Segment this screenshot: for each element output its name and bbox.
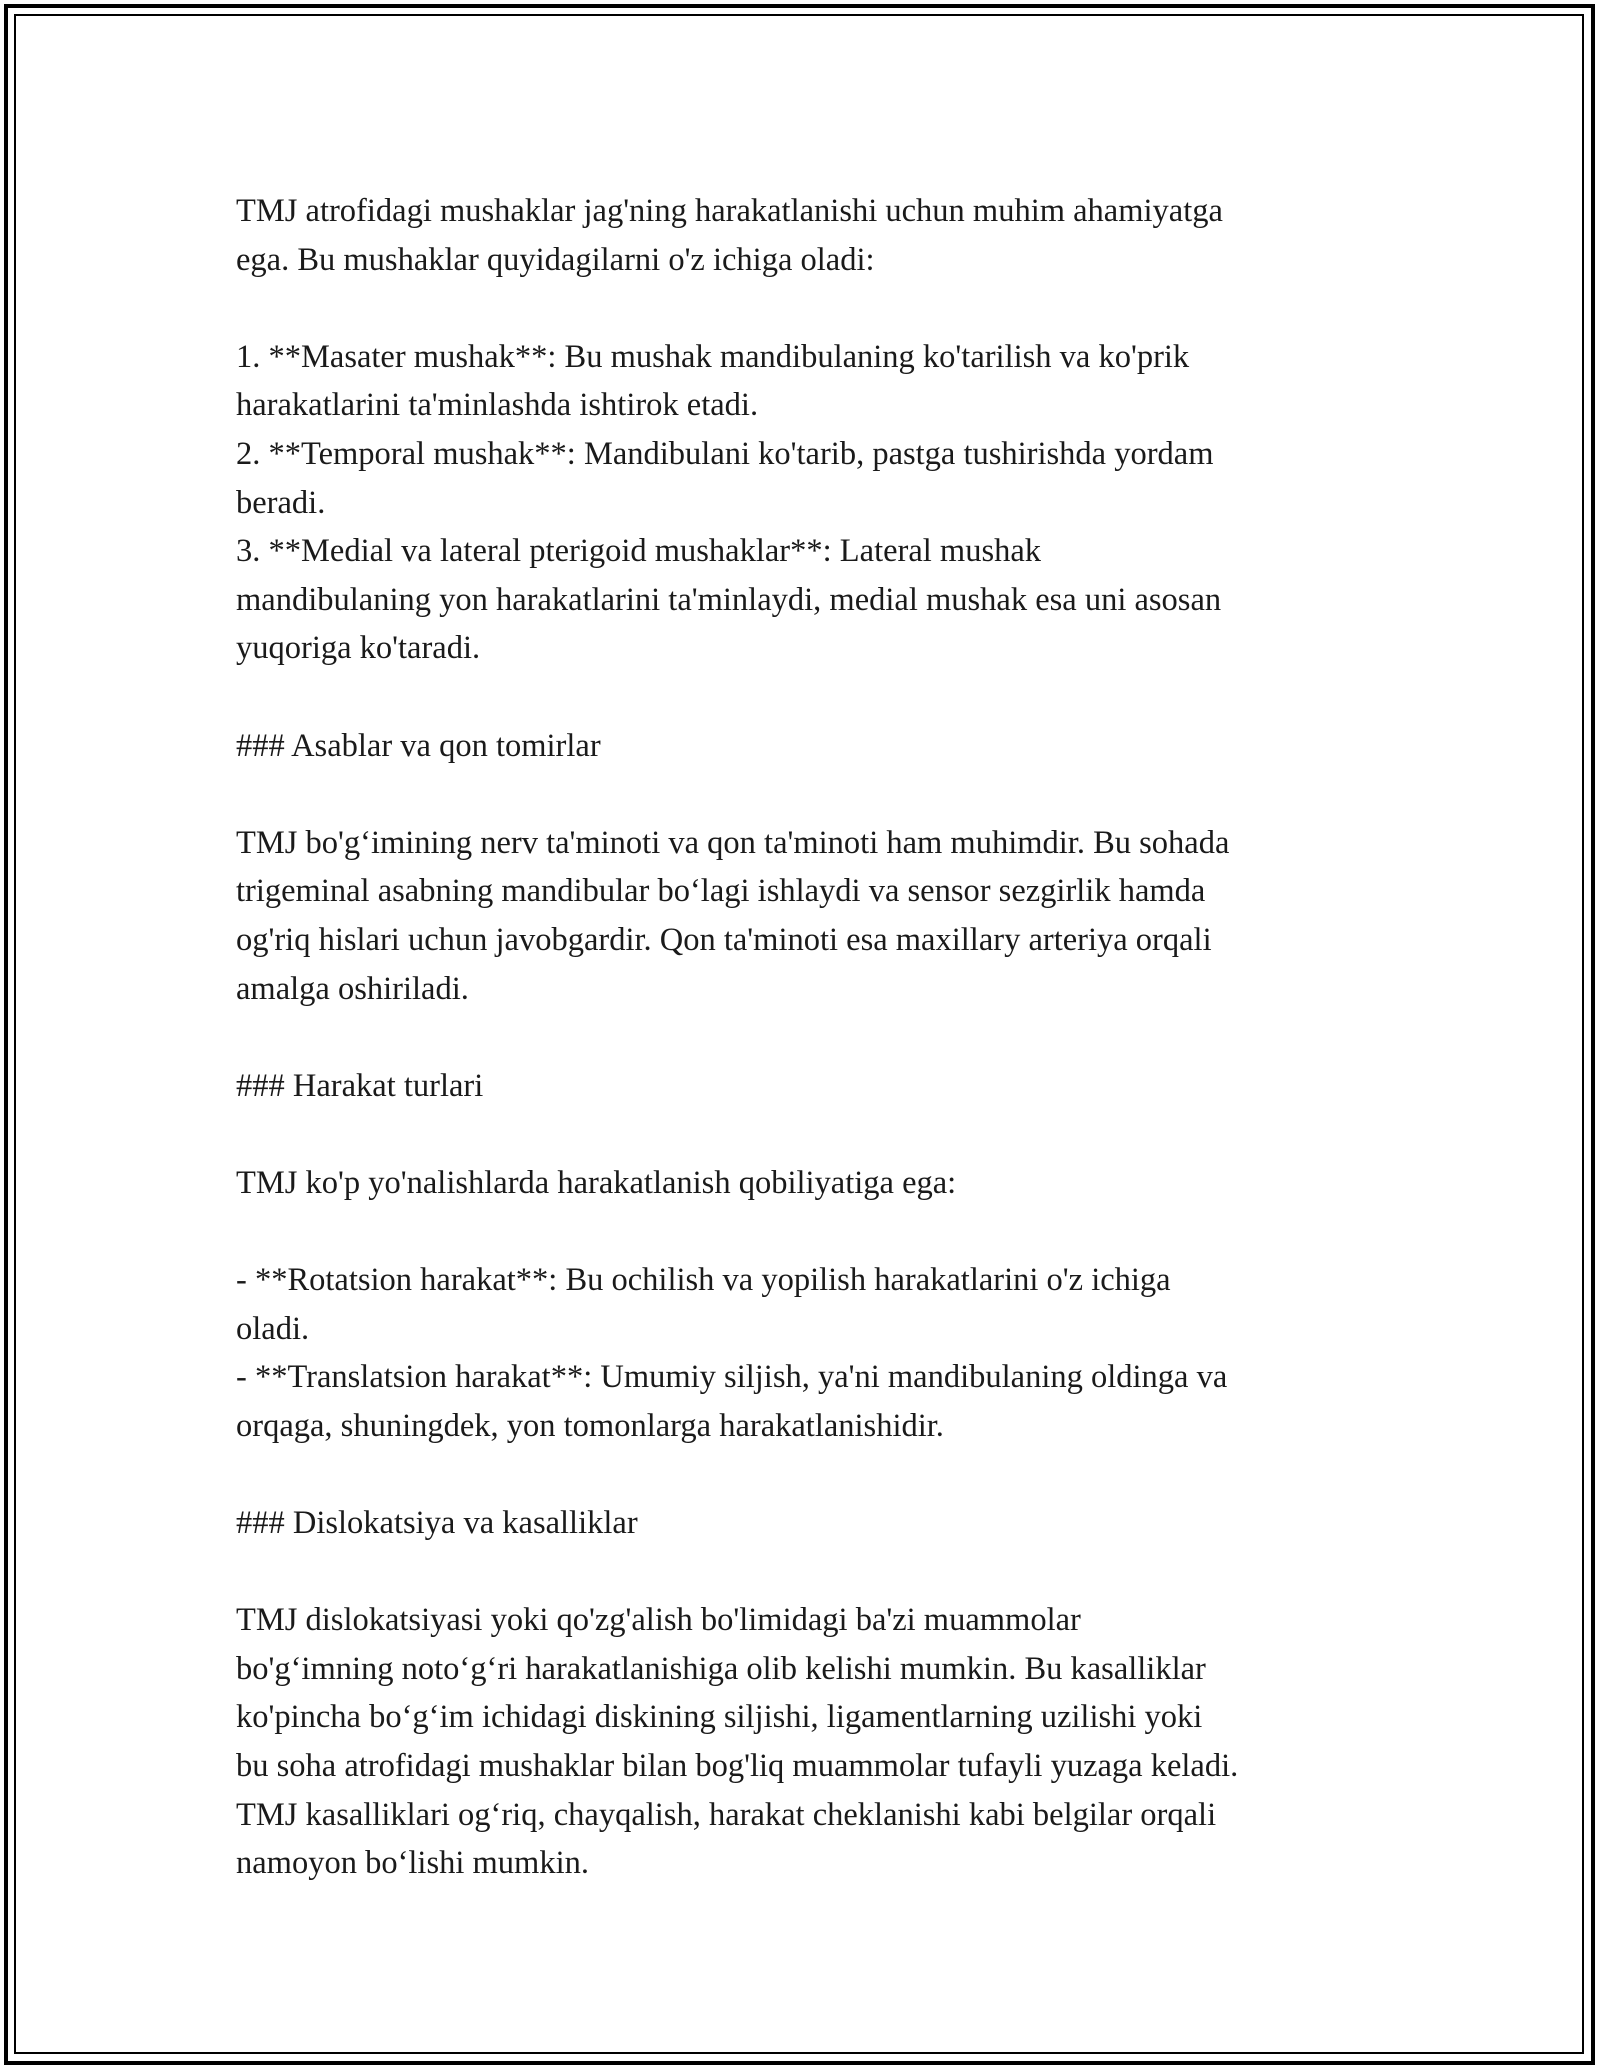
- dislocation-paragraph-line: bu soha atrofidagi mushaklar bilan bog'liq muammolar tufayli yuzaga keladi.: [236, 1748, 1239, 1784]
- muscle-list-line: 3. **Medial va lateral pterigoid mushaklar**: Lateral mushak: [236, 533, 1042, 570]
- section-heading-dislocation: ### Dislokatsiya va kasalliklar: [236, 1505, 638, 1542]
- muscle-list-line: yuqoriga ko'taradi.: [236, 630, 481, 667]
- paragraph-gap: [236, 1110, 1366, 1159]
- document-body: [236, 187, 1366, 1888]
- movements-list-line: orqaga, shuningdek, yon tomonlarga harakatlanishidir.: [236, 1407, 944, 1444]
- muscle-list-line: harakatlarini ta'minlashda ishtirok etadi.: [236, 387, 759, 424]
- movements-list-line: oladi.: [236, 1310, 310, 1347]
- nerves-paragraph-line: og'riq hislari uchun javobgardir. Qon ta'minoti esa maxillary arteriya orqali: [236, 921, 1212, 958]
- muscle-list-line: 2. **Temporal mushak**: Mandibulani ko'tarib, pastga tushirishda yordam: [236, 435, 1214, 472]
- dislocation-paragraph-line: bo'g‘imning noto‘g‘ri harakatlanishiga olib kelishi mumkin. Bu kasalliklar: [236, 1650, 1206, 1687]
- movements-list-line: - **Rotatsion harakat**: Bu ochilish va yopilish harakatlarini o'z ichiga: [236, 1262, 1171, 1299]
- muscle-list-line: mandibulaning yon harakatlarini ta'minlaydi, medial mushak esa uni asosan: [236, 581, 1222, 618]
- section-heading-movements: ### Harakat turlari: [236, 1067, 484, 1104]
- section-heading-nerves: ### Asablar va qon tomirlar: [236, 727, 601, 764]
- muscle-list-line: 1. **Masater mushak**: Bu mushak mandibulaning ko'tarilish va ko'prik: [236, 338, 1190, 375]
- paragraph-gap: [236, 284, 1366, 333]
- nerves-paragraph-line: trigeminal asabning mandibular bo‘lagi ishlaydi va sensor sezgirlik hamda: [236, 873, 1206, 910]
- movements-intro: TMJ ko'p yo'nalishlarda harakatlanish qobiliyatiga ega:: [236, 1164, 957, 1201]
- dislocation-paragraph-line: TMJ kasalliklari og‘riq, chayqalish, harakat cheklanishi kabi belgilar orqali: [236, 1796, 1217, 1833]
- dislocation-paragraph-line: namoyon bo‘lishi mumkin.: [236, 1845, 589, 1882]
- dislocation-paragraph-line: ko'pincha bo‘g‘im ichidagi diskining siljishi, ligamentlarning uzilishi yoki: [236, 1699, 1203, 1736]
- paragraph-gap: [236, 1013, 1366, 1062]
- muscle-list-line: beradi.: [236, 484, 326, 521]
- movements-list-line: - **Translatsion harakat**: Umumiy siljish, ya'ni mandibulaning oldinga va: [236, 1359, 1228, 1396]
- nerves-paragraph-line: amalga oshiriladi.: [236, 970, 469, 1007]
- nerves-paragraph-line: TMJ bo'g‘imining nerv ta'minoti va qon ta'minoti ham muhimdir. Bu sohada: [236, 824, 1230, 861]
- dislocation-paragraph-line: TMJ dislokatsiyasi yoki qo'zg'alish bo'limidagi ba'zi muammolar: [236, 1602, 1081, 1639]
- intro-line: TMJ atrofidagi mushaklar jag'ning harakatlanishi uchun muhim ahamiyatga: [236, 193, 1223, 229]
- paragraph-gap: [236, 673, 1366, 722]
- paragraph-gap: [236, 1548, 1366, 1597]
- paragraph-gap: [236, 1450, 1366, 1499]
- intro-line: ega. Bu mushaklar quyidagilarni o'z ichiga oladi:: [236, 241, 875, 278]
- paragraph-gap: [236, 1207, 1366, 1256]
- paragraph-gap: [236, 770, 1366, 819]
